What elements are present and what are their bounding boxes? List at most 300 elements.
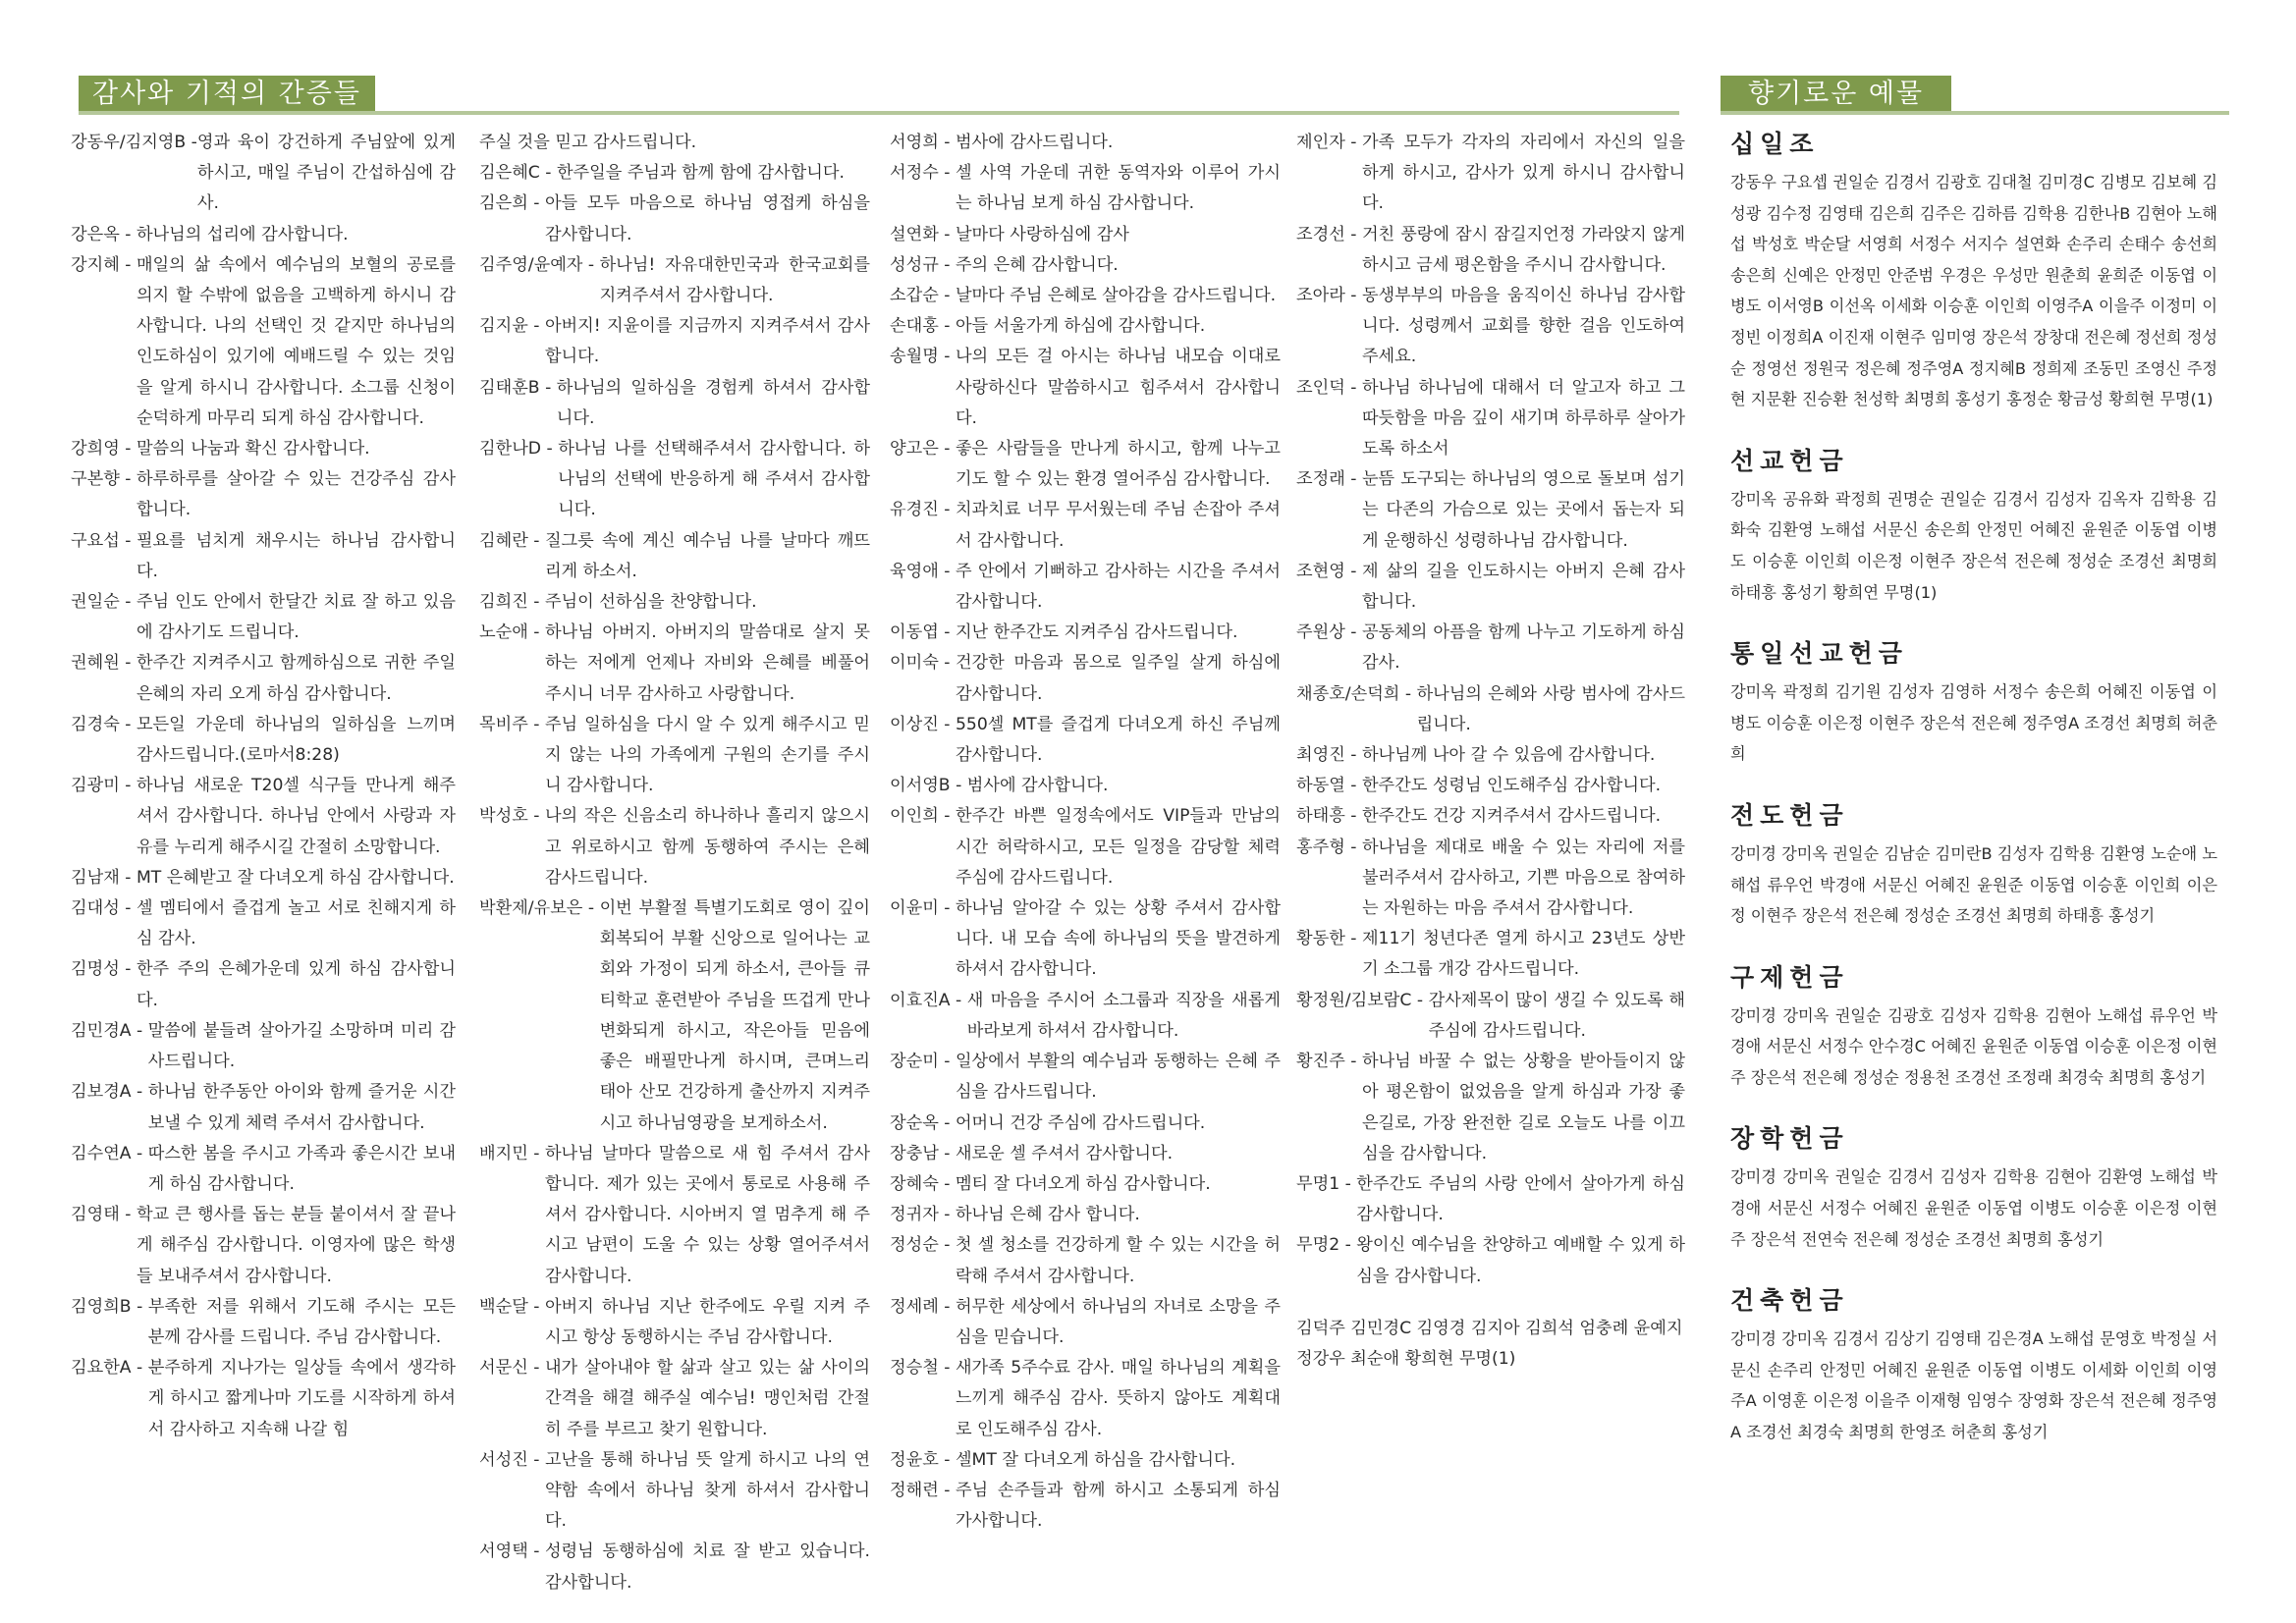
testimony-separator: -: [938, 254, 956, 275]
testimony-separator: -: [938, 1235, 956, 1256]
testimony-entry: [890, 1200, 1281, 1230]
testimony-separator: -: [131, 1296, 148, 1317]
testimony-text: 주 안에서 기뻐하고 감사하는 시간을 주셔서 감사합니다.: [955, 561, 1281, 613]
testimony-text: 지난 한주간도 지켜주심 감사드립니다.: [955, 622, 1238, 643]
testimony-author: 송월명: [890, 347, 939, 367]
testimony-author: 무명1: [1296, 1173, 1340, 1194]
testimony-separator: -: [938, 806, 956, 827]
testimony-entry: [479, 526, 870, 587]
testimony-entry: [71, 128, 456, 220]
testimony-text: 주님 인도 안에서 한달간 치료 잘 하고 있음에 감사기도 드립니다.: [136, 592, 456, 643]
testimony-text: MT 은혜받고 잘 다녀오게 하심 감사합니다.: [136, 867, 455, 888]
testimony-text: 필요를 넘치게 채우시는 하나님 감사합니다.: [136, 530, 456, 581]
testimony-separator: -: [527, 592, 545, 613]
testimony-text: 허무한 세상에서 하나님의 자녀로 소망을 주심을 믿습니다.: [955, 1296, 1281, 1347]
testimony-text: 하나님 바꿀 수 없는 상황을 받아들이지 않아 평온함이 없었음을 알게 하심과 가장 좋은길로, 가장 완전한 길로 오늘도 나를 이끄심을 감사합니다.: [1361, 1052, 1685, 1163]
testimony-text: 한주간도 성령님 인도해주심 감사합니다.: [1361, 776, 1662, 796]
testimony-entry: [890, 220, 1281, 250]
testimony-text: 한주간 지켜주시고 함께하심으로 귀한 주일 은혜의 자리 오게 하심 감사합니다.: [136, 653, 456, 704]
testimony-entry: [479, 189, 870, 249]
offering-title: 선교헌금: [1730, 446, 1849, 475]
testimony-text: 왕이신 예수님을 찬양하고 예배할 수 있게 하심을 감사합니다.: [1356, 1235, 1685, 1286]
testimony-author: 목비주: [479, 714, 528, 734]
testimony-separator: -: [938, 1143, 956, 1163]
testimony-author: 김광미: [71, 776, 120, 796]
testimony-entry: [479, 893, 870, 1139]
testimony-separator: -: [1339, 1173, 1357, 1194]
testimony-separator: -: [938, 347, 956, 367]
testimony-entry: [890, 158, 1281, 219]
testimony-author: 무명2: [1296, 1235, 1340, 1256]
testimony-text: 하나님의 섭리에 감사합니다.: [136, 224, 349, 244]
testimony-text: 제 삶의 길을 인도하시는 아버지 은혜 감사합니다.: [1361, 561, 1685, 613]
testimony-entry: [890, 557, 1281, 618]
testimony-entry: [890, 1476, 1281, 1537]
testimony-separator: -: [1344, 837, 1362, 857]
testimony-separator: -: [186, 133, 197, 152]
offering-title: 구제헌금: [1730, 962, 1849, 992]
testimony-text: 첫 셀 청소를 건강하게 할 수 있는 시간을 허락해 주셔서 감사합니다.: [955, 1235, 1281, 1286]
testimony-separator: -: [1344, 286, 1362, 306]
testimony-author: 박환제/유보은: [479, 898, 583, 919]
testimony-author: 김한나D: [479, 439, 542, 460]
testimony-author: 설연화: [890, 224, 939, 244]
testimony-column-1: [71, 128, 456, 1445]
testimony-text: 매일의 삶 속에서 예수님의 보혈의 공로를 의지 할 수밖에 없음을 고백하게 하시니 감사합니다. 나의 선택인 것 같지만 하나님의 인도하심이 있기에 예배드릴 수 있는 것임을 알게 하시니 감사합니다. 소그룹 신청이 순덕하게 마무리 되게 하심 감사합니다.: [136, 254, 456, 428]
testimony-author: 김민경A: [71, 1020, 132, 1041]
testimony-entry: [479, 618, 870, 710]
testimony-author: 김대성: [71, 898, 120, 919]
testimony-separator: -: [938, 1480, 956, 1500]
testimony-separator: -: [527, 806, 545, 827]
testimony-separator: -: [527, 530, 545, 551]
testimony-entry: [71, 648, 456, 709]
testimony-separator: -: [1344, 622, 1362, 643]
testimony-entry: [71, 771, 456, 863]
testimony-text: 영과 육이 강건하게 주님앞에 있게 하시고, 매일 주님이 간섭하심에 감사.: [196, 133, 456, 214]
testimony-author: 김영희B: [71, 1296, 132, 1317]
testimony-text: 성령님 동행하심에 치료 잘 받고 있습니다. 감사합니다.: [544, 1542, 870, 1593]
testimony-author: 손대홍: [890, 316, 939, 337]
testimony-entry: [890, 648, 1281, 709]
testimony-text: 주님 일하심을 다시 알 수 있게 해주시고 믿지 않는 나의 가족에게 구원의 손기를 주시니 감사합니다.: [544, 714, 870, 796]
testimony-text: 한주 주의 은혜가운데 있게 하심 감사합니다.: [136, 959, 456, 1010]
testimony-entry: [71, 863, 456, 893]
testimony-entry: [479, 434, 870, 526]
testimony-separator: -: [119, 1205, 137, 1225]
testimony-author: 조인덕: [1296, 377, 1345, 398]
testimony-entry: [71, 1292, 456, 1353]
testimony-author: 장순옥: [890, 1112, 939, 1133]
testimony-author: 구본향: [71, 469, 120, 490]
testimony-author: 권혜원: [71, 653, 120, 674]
testimony-text: 하나님 새로운 T20셀 식구들 만나게 해주셔서 감사합니다. 하나님 안에서 사랑과 자유를 누리게 해주시길 간절히 소망합니다.: [136, 776, 456, 857]
testimony-author: 채종호/손덕희: [1296, 683, 1400, 704]
testimony-separator: -: [539, 163, 557, 184]
testimony-separator: -: [119, 439, 137, 460]
testimony-entry: [1296, 833, 1685, 925]
testimony-separator: -: [527, 316, 545, 337]
testimony-separator: -: [938, 1052, 956, 1072]
testimony-separator: -: [539, 377, 557, 398]
testimony-author: 김은희: [479, 193, 528, 214]
testimony-text: 이번 부활절 특별기도회로 영이 깊이 회복되어 부활 신앙으로 일어나는 교회와 가정이 되게 하소서, 큰아들 큐티학교 훈련받아 주님을 뜨겁게 만나 변화되게 하시고, 작은아들 믿음에 좋은 배필만나게 하시며, 큰며느리 태아 산모 건강하게 출산까지 지켜주시고 하나님영광을 보게하소서.: [599, 898, 870, 1133]
testimony-author: 황진주: [1296, 1052, 1345, 1072]
offering-names: 강미경 강미옥 김경서 김상기 김영태 김은경A 노해섭 문영호 박정실 서문신 손주리 안정민 어혜진 윤원준 이동엽 이병도 이세화 이인희 이영주A 이영훈 이은정 이을주 이재형 임영수 장영화 장은석 전은혜 정주영A 조경선 최경숙 최명희 한영조 허춘희 홍성기: [1730, 1329, 2217, 1442]
testimony-entry: [479, 1353, 870, 1445]
testimony-separator: -: [541, 439, 559, 460]
testimony-author: 백순달: [479, 1296, 528, 1317]
testimony-entry: [479, 1537, 870, 1597]
testimony-separator: -: [131, 1358, 148, 1379]
testimony-author: 정윤호: [890, 1449, 939, 1470]
testimony-text: 하나님 아버지. 아버지의 말씀대로 살지 못하는 저에게 언제나 자비와 은혜를 베풀어 주시니 너무 감사하고 사랑합니다.: [544, 622, 870, 704]
testimony-separator: -: [950, 990, 967, 1010]
testimony-author: 권일순: [71, 592, 120, 613]
testimony-separator: -: [119, 714, 137, 734]
testimony-author: 강희영: [71, 439, 120, 460]
testimony-separator: -: [938, 1205, 956, 1225]
testimony-separator: -: [1339, 1235, 1357, 1256]
testimony-entry: [479, 158, 870, 189]
testimony-entry: [1296, 220, 1685, 281]
testimony-separator: -: [938, 133, 956, 152]
offering-section: [1721, 128, 2217, 415]
testimony-author: 조경선: [1296, 224, 1345, 244]
testimony-separator: -: [131, 1143, 148, 1163]
testimony-text: 한주간 바쁜 일정속에서도 VIP들과 만남의 시간 허락하시고, 모든 일정을 감당할 체력 주심에 감사드립니다.: [955, 806, 1281, 888]
testimony-text: 모든일 가운데 하나님의 일하심을 느끼며 감사드립니다.(로마서8:28): [136, 714, 456, 766]
testimony-text: 내가 살아내야 할 삶과 살고 있는 삶 사이의 간격을 해결 해주실 예수님! 맹인처럼 간절히 주를 부르고 찾기 원합니다.: [544, 1358, 870, 1439]
offering-section: [1721, 1122, 2217, 1255]
testimony-author: 김태훈B: [479, 377, 540, 398]
testimony-banner-title: 감사와 기적의 간증들: [92, 79, 361, 109]
testimony-separator: -: [527, 1542, 545, 1562]
testimony-text: 아버지! 지윤이를 지금까지 지켜주셔서 감사합니다.: [544, 316, 870, 367]
testimony-author: 이인희: [890, 806, 939, 827]
offering-names: 강미경 강미옥 권일순 김남순 김미란B 김성자 김학용 김환영 노순애 노해섭 류우언 박경애 서문신 어혜진 윤원준 이동엽 이승훈 이인희 이은정 이현주 장은석 전은혜 정성순 조경선 최명희 하태흥 홍성기: [1730, 843, 2217, 926]
testimony-text: 부족한 저를 위해서 기도해 주시는 모든 분께 감사를 드립니다. 주님 감사합니다.: [147, 1296, 456, 1347]
testimony-separator: -: [119, 224, 137, 244]
testimony-author: 황동한: [1296, 929, 1345, 949]
testimony-entry: [890, 1353, 1281, 1445]
testimony-text: 아들 서울가게 하심에 감사합니다.: [955, 316, 1206, 337]
testimony-entry: [890, 342, 1281, 434]
testimony-text: 한주일을 주님과 함께 함에 감사합니다.: [556, 163, 845, 184]
testimony-author: 조아라: [1296, 286, 1345, 306]
testimony-entry: [890, 1047, 1281, 1108]
testimony-separator: -: [119, 469, 137, 490]
testimony-entry: [71, 464, 456, 525]
testimony-text: 분주하게 지나가는 일상들 속에서 생각하게 하시고 짧게나마 기도를 시작하게 하셔서 감사하고 지속해 나갈 힘: [147, 1358, 456, 1439]
testimony-separator: -: [1344, 561, 1362, 581]
testimony-entry: [479, 710, 870, 802]
testimony-entry: [890, 311, 1281, 342]
testimony-text: 나의 작은 신음소리 하나하나 흘리지 않으시고 위로하시고 함께 동행하여 주시는 은혜 감사드립니다.: [544, 806, 870, 888]
testimony-separator: -: [938, 561, 956, 581]
testimony-entry: [479, 801, 870, 893]
offering-title: 전도헌금: [1730, 800, 1849, 830]
testimony-author: 장충남: [890, 1143, 939, 1163]
testimony-entry: [890, 618, 1281, 648]
testimony-separator: -: [119, 867, 137, 888]
testimony-separator: -: [1344, 224, 1362, 244]
testimony-author: 김수연A: [71, 1143, 132, 1163]
testimony-author: 소갑순: [890, 286, 939, 306]
testimony-text: 주의 은혜 감사합니다.: [955, 254, 1119, 275]
testimony-entry: [71, 710, 456, 771]
testimony-text: 새로운 셀 주셔서 감사합니다.: [955, 1143, 1174, 1163]
testimony-text: 나의 모든 걸 아시는 하나님 내모습 이대로 사랑하신다 말씀하시고 힘주셔서 감사합니다.: [955, 347, 1281, 428]
testimony-text: 날마다 사랑하심에 감사: [955, 224, 1129, 244]
testimony-text: 치과치료 너무 무서웠는데 주님 손잡아 주셔서 감사합니다.: [955, 500, 1281, 551]
testimony-entry: [890, 1230, 1281, 1291]
testimony-entry: [890, 1445, 1281, 1476]
offering-section: [1721, 637, 2217, 770]
testimony-separator: -: [1344, 133, 1362, 152]
testimony-text: 어머니 건강 주심에 감사드립니다.: [955, 1112, 1206, 1133]
testimony-text: 하나님 알아갈 수 있는 상황 주셔서 감사합니다. 내 모습 속에 하나님의 뜻을 발견하게 하셔서 감사합니다.: [955, 898, 1281, 980]
testimony-separator: -: [1344, 377, 1362, 398]
testimony-entry: [890, 801, 1281, 893]
testimony-separator: -: [938, 898, 956, 919]
testimony-author: 육영애: [890, 561, 939, 581]
testimony-entry: [1296, 618, 1685, 678]
testimony-author: 조정래: [1296, 469, 1345, 490]
testimony-author: 정성순: [890, 1235, 939, 1256]
testimony-author: 이윤미: [890, 898, 939, 919]
testimony-entry: [1296, 1047, 1685, 1169]
testimony-author: 황정원/김보람C: [1296, 990, 1412, 1010]
testimony-text: 주님 손주들과 함께 하시고 소통되게 하심 가사합니다.: [955, 1480, 1281, 1532]
testimony-separator: -: [938, 500, 956, 520]
testimony-separator: -: [582, 898, 600, 919]
testimony-author: 장순미: [890, 1052, 939, 1072]
testimony-separator: -: [1344, 745, 1362, 766]
testimony-entry: [1296, 924, 1685, 985]
testimony-separator: -: [131, 1082, 148, 1103]
testimony-text: 동생부부의 마음을 움직이신 하나님 감사합니다. 성령께서 교회를 향한 걸음 인도하여 주세요.: [1361, 286, 1685, 367]
testimony-text: 주님이 선하심을 찬양합니다.: [544, 592, 757, 613]
testimony-text: 새 마음을 주시어 소그룹과 직장을 새롭게 바라보게 하셔서 감사합니다.: [966, 990, 1281, 1041]
testimony-divider: [79, 111, 1679, 115]
testimony-entry: [890, 128, 1281, 158]
testimony-text: 하루하루를 살아갈 수 있는 건강주심 감사합니다.: [136, 469, 456, 520]
testimony-author: 이서영B: [890, 776, 951, 796]
testimony-text: 아들 모두 마음으로 하나님 영접케 하심을 감사합니다.: [544, 193, 870, 244]
testimony-author: 정해련: [890, 1480, 939, 1500]
testimony-entry: [890, 1109, 1281, 1139]
offering-title: 건축헌금: [1730, 1286, 1849, 1316]
testimony-author: 김남재: [71, 867, 120, 888]
testimony-entry: [479, 250, 870, 311]
testimony-text: 하나님 나를 선택해주셔서 감사합니다. 하나님의 선택에 반응하게 해 주셔서 감사합니다.: [558, 439, 870, 520]
offering-names: 강미경 강미옥 권일순 김광호 김성자 김학용 김현아 노해섭 류우언 박경애 서문신 서정수 안수경C 어혜진 윤원준 이동엽 이승훈 이은정 이현주 장은석 전은혜 정성순 정용천 조경선 조정래 최경숙 최명희 홍성기: [1730, 1005, 2217, 1087]
testimony-author: 양고은: [890, 439, 939, 460]
testimony-separator: -: [119, 592, 137, 613]
testimony-entry: [1296, 464, 1685, 557]
testimony-separator: -: [119, 530, 137, 551]
testimony-entry: [890, 771, 1281, 801]
testimony-author: 배지민: [479, 1143, 528, 1163]
testimony-author: 조현영: [1296, 561, 1345, 581]
testimony-author: 김주영/윤예자: [479, 254, 583, 275]
testimony-entry: [71, 526, 456, 587]
testimony-separator: -: [950, 776, 967, 796]
testimony-separator: -: [119, 254, 137, 275]
testimony-separator: -: [938, 439, 956, 460]
testimony-entry: [1296, 1169, 1685, 1230]
testimony-banner: [79, 76, 375, 113]
testimony-separator: -: [582, 254, 600, 275]
testimony-column-3: [890, 128, 1281, 1537]
testimony-separator: -: [1344, 776, 1362, 796]
testimony-separator: -: [527, 622, 545, 643]
testimony-separator: -: [938, 1358, 956, 1379]
testimony-text: 550셀 MT를 즐겁게 다녀오게 하신 주님께 감사합니다.: [955, 714, 1281, 766]
testimony-author: 성성규: [890, 254, 939, 275]
testimony-author: 이미숙: [890, 653, 939, 674]
testimony-text: 좋은 사람들을 만나게 하시고, 함께 나누고 기도 할 수 있는 환경 열어주심 감사합니다.: [955, 439, 1281, 490]
offering-section: [1721, 961, 2217, 1094]
offering-names: 강미옥 곽정희 김기원 김성자 김영하 서정수 송은희 어혜진 이동엽 이병도 이승훈 이은정 이현주 장은석 전은혜 정주영A 조경선 최명희 허춘희: [1730, 682, 2217, 764]
testimony-entry: [1296, 373, 1685, 465]
testimony-entry: [890, 893, 1281, 986]
testimony-text: 새가족 5주수료 감사. 매일 하나님의 계획을 느끼게 해주심 감사. 뜻하지 않아도 계획대로 인도해주심 감사.: [955, 1358, 1281, 1439]
testimony-author: 하동열: [1296, 776, 1345, 796]
testimony-entry: [479, 587, 870, 618]
testimony-entry: [1296, 679, 1685, 740]
testimony-entry: [890, 1169, 1281, 1200]
testimony-author: 이동엽: [890, 622, 939, 643]
offering-names: 강동우 구요셉 권일순 김경서 김광호 김대철 김미경C 김병모 김보혜 김성광 김수정 김영태 김은희 김주은 김하름 김학용 김한나B 김현아 노해섭 박성호 박순달 서영희 서정수 서지수 설연화 손주리 손태수 송선희 송은희 신예은 안정민 안준범 우경은 우성만 원춘희 윤희준 이동엽 이병도 이서영B 이선옥 이세화 이승훈 이인희 이영주A 이을주 이정미 이정빈 이정희A 이진재 이현주 임미영 장은석 장창대 전은혜 정선희 정성순 정영선 정원국 정은혜 정주영A 정지혜B 정희제 조동민 조영신 주정현 지문환 진승환 천성학 최명희 홍성기 홍정순 황금성 황희현 무명(1): [1730, 173, 2217, 409]
testimony-entry: [71, 250, 456, 434]
offering-names: 강미경 강미옥 권일순 김경서 김성자 김학용 김현아 김환영 노해섭 박경애 서문신 서정수 어혜진 윤원준 이동엽 이병도 이승훈 이은정 이현주 장은석 전연숙 전은혜 정성순 조경선 최명희 홍성기: [1730, 1167, 2217, 1249]
testimony-entry: [1296, 986, 1685, 1047]
testimony-separator: -: [1344, 929, 1362, 949]
testimony-separator: -: [938, 1112, 956, 1133]
testimony-entry: [71, 1016, 456, 1077]
testimony-text: 학교 큰 행사를 돕는 분들 붙이셔서 잘 끝나게 해주심 감사합니다. 이영자에 많은 학생들 보내주셔서 감사합니다.: [136, 1205, 456, 1286]
testimony-author: 구요섭: [71, 530, 120, 551]
testimony-entry: [890, 250, 1281, 281]
testimony-separator: -: [527, 1449, 545, 1470]
offerings-banner-title: 향기로운 예물: [1748, 79, 1925, 109]
testimony-author: 박성호: [479, 806, 528, 827]
testimony-author: 유경진: [890, 500, 939, 520]
testimony-text: 한주간도 주님의 사랑 안에서 살아가게 하심 감사합니다.: [1356, 1173, 1685, 1225]
testimony-author: 김경숙: [71, 714, 120, 734]
testimony-text: 따스한 봄을 주시고 가족과 좋은시간 보내게 하심 감사합니다.: [147, 1143, 456, 1194]
testimony-entry: [479, 128, 870, 158]
testimony-text: 고난을 통해 하나님 뜻 알게 하시고 나의 연약함 속에서 하나님 찾게 하셔서 감사합니다.: [544, 1449, 870, 1532]
testimony-entry: [1296, 801, 1685, 832]
testimony-text: 감사제목이 많이 생길 수 있도록 해주심에 감사드립니다.: [1428, 990, 1685, 1041]
testimony-column-4: [1296, 128, 1685, 1375]
testimony-text: 질그릇 속에 계신 예수님 나를 날마다 깨뜨리게 하소서.: [544, 530, 870, 581]
testimony-entry: [1296, 771, 1685, 801]
testimony-separator: -: [938, 653, 956, 674]
testimony-author: 김혜란: [479, 530, 528, 551]
testimony-text: 셀MT 잘 다녀오게 하심을 감사합니다.: [955, 1449, 1236, 1470]
testimony-entry: [71, 1353, 456, 1445]
testimony-separator: -: [131, 1020, 148, 1041]
testimony-separator: -: [1344, 806, 1362, 827]
testimony-separator: -: [1344, 469, 1362, 490]
testimony-text: 제11기 청년다존 열게 하시고 23년도 상반기 소그룹 개강 감사드립니다.: [1361, 929, 1685, 980]
testimony-separator: -: [119, 959, 137, 980]
offerings-list: [1721, 128, 2217, 1478]
testimony-text: 공동체의 아픔을 함께 나누고 기도하게 하심 감사.: [1361, 622, 1685, 674]
testimony-separator: -: [938, 1173, 956, 1194]
testimony-entry: [71, 893, 456, 954]
testimony-author: 서영택: [479, 1542, 528, 1562]
testimony-text: 거친 풍랑에 잠시 잠길지언정 가라앉지 않게하시고 금세 평온함을 주시니 감사합니다.: [1361, 224, 1685, 275]
offerings-divider: [1721, 111, 2229, 115]
testimony-entry: [890, 1139, 1281, 1169]
testimony-entry: [479, 1445, 870, 1538]
testimony-text: 셀 사역 가운데 귀한 동역자와 이루어 가시는 하나님 보게 하심 감사합니다.: [955, 163, 1281, 214]
offering-title: 십일조: [1730, 130, 1820, 158]
testimony-author: 이효진A: [890, 990, 951, 1010]
testimony-text: 날마다 주님 은혜로 살아감을 감사드립니다.: [955, 286, 1277, 306]
testimony-entry: [479, 1139, 870, 1292]
testimony-separator: -: [938, 714, 956, 734]
testimony-author: 강지혜: [71, 254, 120, 275]
testimony-text: 하나님 하나님에 대해서 더 알고자 하고 그 따듯함을 마음 깊이 새기며 하루하루 살아가도록 하소서: [1361, 377, 1685, 460]
testimony-separator: -: [938, 163, 956, 184]
testimony-author: 김요한A: [71, 1358, 132, 1379]
testimony-author: 서영희: [890, 133, 939, 152]
testimony-author: 정세례: [890, 1296, 939, 1317]
testimony-text: 한주간도 건강 지켜주셔서 감사드립니다.: [1361, 806, 1662, 827]
testimony-text: 말씀에 붙들려 살아가길 소망하며 미리 감사드립니다.: [147, 1020, 456, 1072]
testimony-author: 최영진: [1296, 745, 1345, 766]
testimony-author: 장혜숙: [890, 1173, 939, 1194]
testimony-text: 하나님! 자유대한민국과 한국교회를 지켜주셔서 감사합니다.: [599, 254, 870, 306]
testimony-separator: -: [119, 653, 137, 674]
testimony-separator: -: [938, 224, 956, 244]
offering-section: [1721, 799, 2217, 932]
testimony-separator: -: [527, 1143, 545, 1163]
testimony-text: 범사에 감사합니다.: [966, 776, 1109, 796]
testimony-text: 범사에 감사드립니다.: [955, 133, 1114, 152]
testimony-author: 강은옥: [71, 224, 120, 244]
testimony-author: 김은혜C: [479, 163, 540, 184]
testimony-entry: [71, 954, 456, 1015]
testimony-author: 김희진: [479, 592, 528, 613]
testimony-author: 제인자: [1296, 133, 1345, 152]
testimony-separator: -: [527, 1358, 545, 1379]
testimony-author: 김명성: [71, 959, 120, 980]
testimony-entry: [890, 986, 1281, 1047]
testimony-author: 노순애: [479, 622, 528, 643]
testimony-column-2: [479, 128, 870, 1598]
offering-title: 통일선교헌금: [1730, 639, 1908, 669]
testimony-separator: -: [527, 1296, 545, 1317]
testimony-entry: [1296, 1230, 1685, 1291]
testimony-entry: [71, 220, 456, 250]
testimony-author: 서정수: [890, 163, 939, 184]
testimony-entry: [890, 281, 1281, 311]
testimony-author: 강동우/김지영B: [71, 133, 187, 152]
testimony-separator: -: [119, 898, 137, 919]
testimony-entry: [1296, 281, 1685, 373]
testimony-text: 건강한 마음과 몸으로 일주일 살게 하심에 감사합니다.: [955, 653, 1281, 704]
testimony-author: 홍주형: [1296, 837, 1345, 857]
offering-title: 장학헌금: [1730, 1124, 1849, 1154]
testimony-author: 정승철: [890, 1358, 939, 1379]
